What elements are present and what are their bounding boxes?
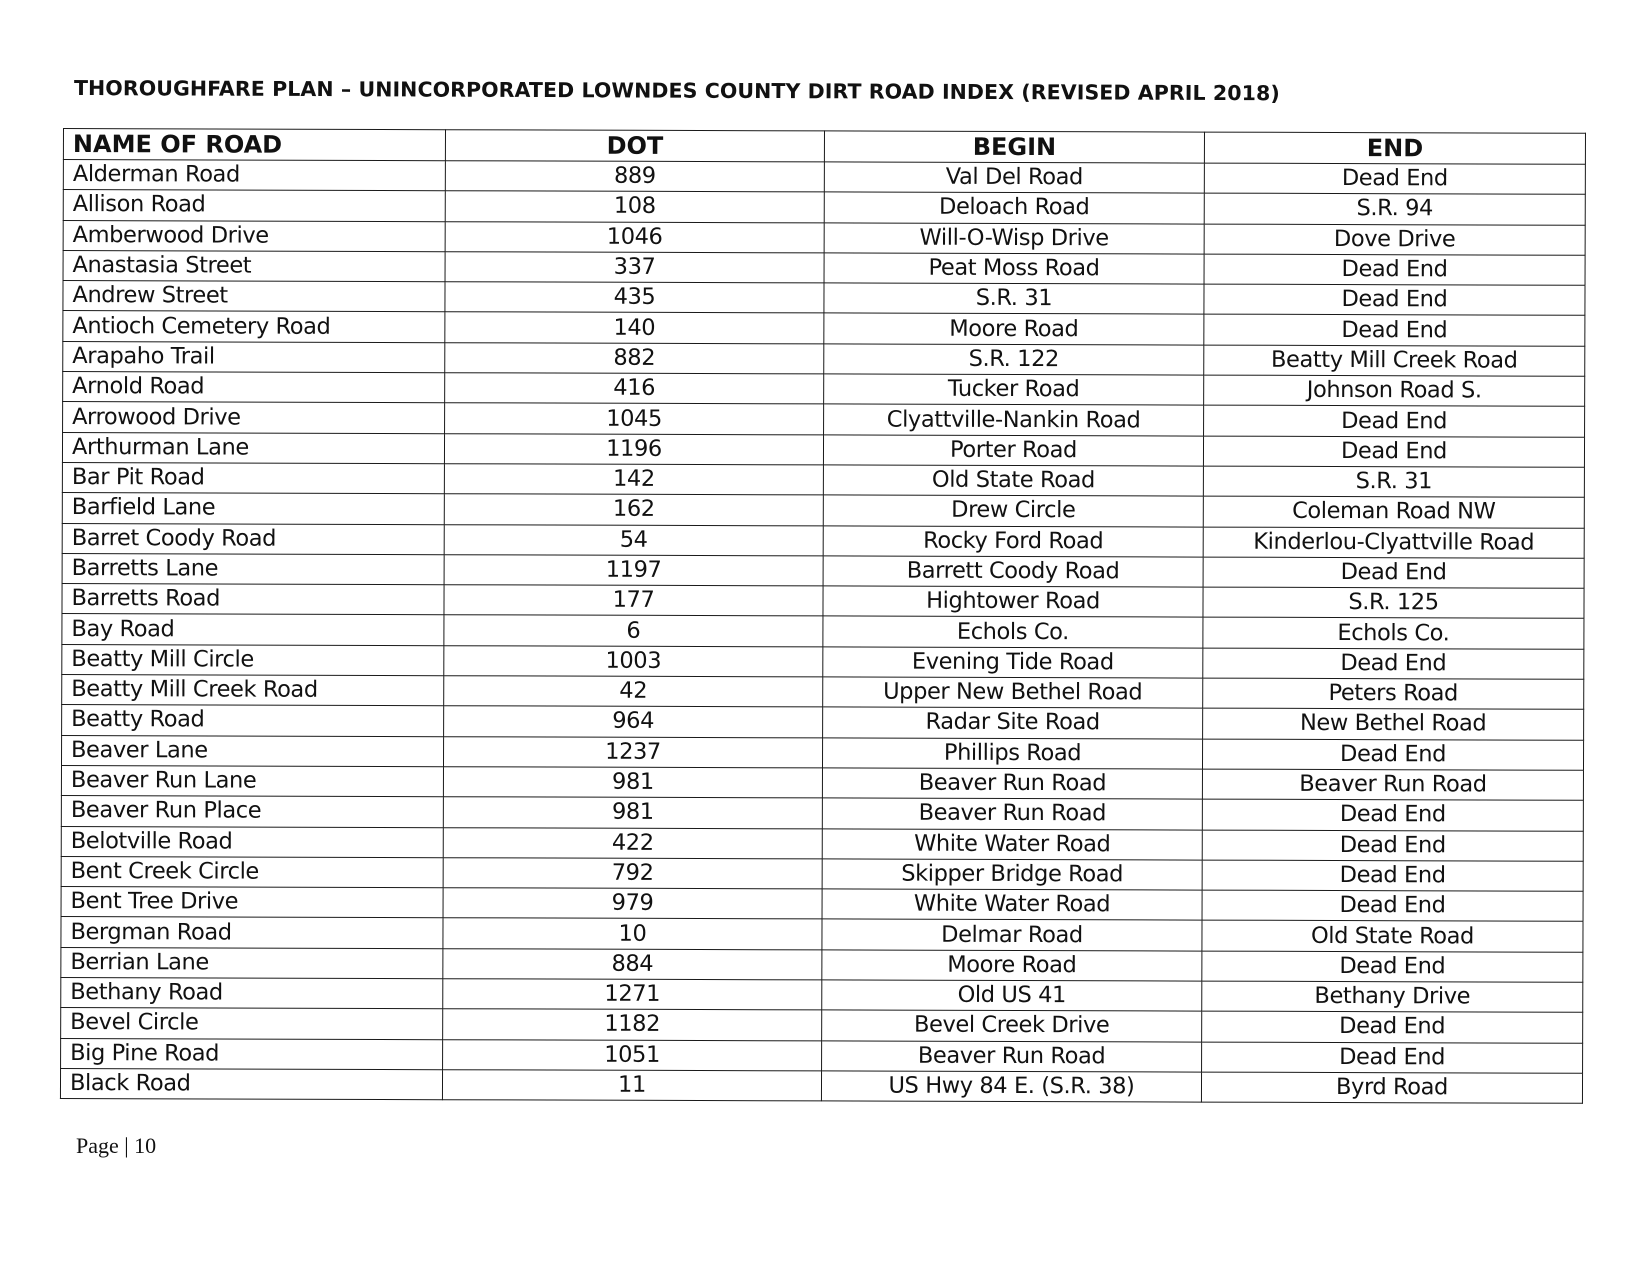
cell-begin: Will-O-Wisp Drive — [824, 222, 1204, 253]
cell-road-name: Barret Coody Road — [62, 523, 444, 554]
cell-road-name: Beaver Run Place — [61, 796, 443, 827]
cell-end: Dead End — [1202, 860, 1583, 891]
cell-end: Kinderlou-Clyattville Road — [1203, 527, 1584, 558]
cell-begin: Beaver Run Road — [822, 768, 1202, 799]
cell-end: Dead End — [1204, 284, 1585, 315]
cell-dot-number: 177 — [444, 585, 823, 616]
cell-end: Dove Drive — [1204, 224, 1585, 255]
table-row — [63, 190, 1585, 225]
cell-end: Johnson Road S. — [1204, 375, 1585, 406]
cell-road-name: Beatty Road — [62, 705, 444, 736]
table-row — [61, 796, 1583, 831]
table-row — [62, 432, 1584, 467]
cell-road-name: Barretts Lane — [62, 553, 444, 584]
cell-road-name: Beaver Run Lane — [61, 765, 443, 796]
cell-dot-number: 10 — [443, 918, 822, 949]
cell-begin: Hightower Road — [823, 586, 1203, 617]
cell-begin: Porter Road — [823, 435, 1203, 466]
cell-begin: Bevel Creek Drive — [822, 1010, 1202, 1041]
cell-end: Dead End — [1202, 830, 1583, 861]
cell-dot-number: 6 — [444, 615, 823, 646]
cell-road-name: Bergman Road — [61, 917, 443, 948]
table-row — [61, 735, 1583, 770]
cell-road-name: Black Road — [60, 1068, 442, 1099]
cell-dot-number: 11 — [442, 1070, 821, 1101]
table-row — [62, 644, 1584, 679]
cell-begin: Phillips Road — [822, 738, 1202, 769]
cell-end: Byrd Road — [1201, 1072, 1582, 1103]
cell-road-name: Arnold Road — [63, 372, 445, 403]
cell-begin: Rocky Ford Road — [823, 525, 1203, 556]
cell-dot-number: 889 — [445, 161, 824, 192]
cell-end: Bethany Drive — [1202, 981, 1583, 1012]
cell-dot-number: 792 — [443, 858, 822, 889]
cell-road-name: Bent Tree Drive — [61, 887, 443, 918]
cell-end: Dead End — [1204, 405, 1585, 436]
cell-begin: Old US 41 — [822, 980, 1202, 1011]
road-index-table — [60, 128, 1586, 1104]
document-title: THOROUGHFARE PLAN – UNINCORPORATED LOWNDES COUNTY DIRT ROAD INDEX (REVISED APRIL 2018) — [73, 76, 1280, 106]
cell-road-name: Arapaho Trail — [63, 341, 445, 372]
cell-end: Dead End — [1203, 648, 1584, 679]
cell-dot-number: 108 — [445, 191, 824, 222]
cell-begin: Drew Circle — [823, 495, 1203, 526]
cell-begin: Beaver Run Road — [822, 798, 1202, 829]
cell-dot-number: 422 — [443, 827, 822, 858]
cell-begin: Evening Tide Road — [823, 647, 1203, 678]
table-row — [61, 765, 1583, 800]
cell-begin: S.R. 122 — [824, 344, 1204, 375]
cell-dot-number: 882 — [445, 342, 824, 373]
cell-dot-number: 337 — [445, 252, 824, 283]
cell-road-name: Arrowood Drive — [63, 402, 445, 433]
cell-begin: White Water Road — [822, 889, 1202, 920]
table-row — [61, 917, 1583, 952]
cell-begin: Clyattville-Nankin Road — [824, 404, 1204, 435]
cell-dot-number: 1196 — [444, 433, 823, 464]
table-row — [62, 523, 1584, 558]
cell-road-name: Bethany Road — [61, 978, 443, 1009]
cell-end: Dead End — [1204, 254, 1585, 285]
table-row — [62, 462, 1584, 497]
cell-end: Dead End — [1203, 557, 1584, 588]
table-row — [61, 856, 1583, 891]
cell-begin: White Water Road — [822, 828, 1202, 859]
cell-end: Coleman Road NW — [1203, 496, 1584, 527]
cell-begin: Val Del Road — [824, 162, 1204, 193]
cell-end: Dead End — [1203, 436, 1584, 467]
cell-end: Dead End — [1202, 799, 1583, 830]
cell-dot-number: 884 — [443, 948, 822, 979]
header-name-of-road: NAME OF ROAD — [63, 129, 445, 161]
cell-begin: Tucker Road — [824, 374, 1204, 405]
table-row — [61, 1008, 1583, 1043]
table-row — [62, 675, 1584, 710]
cell-end: Echols Co. — [1203, 618, 1584, 649]
cell-dot-number: 1045 — [445, 403, 824, 434]
cell-end: Dead End — [1202, 951, 1583, 982]
table-header-row — [63, 129, 1585, 165]
cell-dot-number: 140 — [445, 312, 824, 343]
cell-end: Dead End — [1204, 315, 1585, 346]
cell-dot-number: 981 — [443, 767, 822, 798]
cell-dot-number: 1003 — [444, 645, 823, 676]
cell-begin: Skipper Bridge Road — [822, 859, 1202, 890]
cell-road-name: Beaver Lane — [61, 735, 443, 766]
cell-road-name: Amberwood Drive — [63, 220, 445, 251]
table-row — [63, 220, 1585, 255]
cell-road-name: Berrian Lane — [61, 947, 443, 978]
table-row — [61, 1038, 1583, 1073]
cell-end: Beatty Mill Creek Road — [1204, 345, 1585, 376]
cell-dot-number: 1237 — [443, 736, 822, 767]
table-row — [61, 978, 1583, 1013]
table-row — [63, 250, 1585, 285]
cell-dot-number: 1197 — [444, 555, 823, 586]
cell-end: Old State Road — [1202, 921, 1583, 952]
cell-dot-number: 1051 — [443, 1039, 822, 1070]
table-row — [60, 1068, 1582, 1103]
table-row — [61, 947, 1583, 982]
cell-end: New Bethel Road — [1203, 708, 1584, 739]
cell-dot-number: 981 — [443, 797, 822, 828]
cell-end: Beaver Run Road — [1202, 769, 1583, 800]
cell-road-name: Arthurman Lane — [62, 432, 444, 463]
table-row — [61, 887, 1583, 922]
header-end: END — [1204, 132, 1585, 164]
cell-dot-number: 142 — [444, 464, 823, 495]
table-row — [63, 281, 1585, 316]
cell-begin: Echols Co. — [823, 616, 1203, 647]
cell-road-name: Barretts Road — [62, 584, 444, 615]
cell-dot-number: 979 — [443, 888, 822, 919]
cell-road-name: Anastasia Street — [63, 250, 445, 281]
cell-begin: Upper New Bethel Road — [823, 677, 1203, 708]
cell-dot-number: 42 — [444, 676, 823, 707]
cell-begin: S.R. 31 — [824, 283, 1204, 314]
cell-begin: Old State Road — [823, 465, 1203, 496]
cell-road-name: Beatty Mill Creek Road — [62, 675, 444, 706]
cell-dot-number: 162 — [444, 494, 823, 525]
cell-end: Dead End — [1202, 739, 1583, 770]
cell-end: Dead End — [1204, 163, 1585, 194]
cell-road-name: Belotville Road — [61, 826, 443, 857]
cell-end: S.R. 31 — [1203, 466, 1584, 497]
table-row — [62, 614, 1584, 649]
cell-end: S.R. 94 — [1204, 193, 1585, 224]
page-number-footer: Page | 10 — [76, 1133, 157, 1158]
road-index-table-container — [60, 128, 1585, 1104]
cell-road-name: Barfield Lane — [62, 493, 444, 524]
table-row — [62, 553, 1584, 588]
cell-end: Peters Road — [1203, 678, 1584, 709]
table-row — [63, 402, 1585, 437]
cell-begin: Moore Road — [822, 950, 1202, 981]
cell-dot-number: 54 — [444, 524, 823, 555]
cell-road-name: Big Pine Road — [61, 1038, 443, 1069]
header-dot: DOT — [445, 130, 824, 162]
cell-begin: Peat Moss Road — [824, 253, 1204, 284]
cell-dot-number: 435 — [445, 282, 824, 313]
cell-road-name: Allison Road — [63, 190, 445, 221]
table-row — [63, 311, 1585, 346]
cell-road-name: Bent Creek Circle — [61, 856, 443, 887]
header-begin: BEGIN — [824, 131, 1204, 163]
table-row — [62, 584, 1584, 619]
table-row — [62, 493, 1584, 528]
cell-begin: Moore Road — [824, 313, 1204, 344]
cell-road-name: Bay Road — [62, 614, 444, 645]
cell-road-name: Andrew Street — [63, 281, 445, 312]
cell-end: Dead End — [1202, 890, 1583, 921]
cell-end: Dead End — [1202, 1011, 1583, 1042]
table-row — [63, 341, 1585, 376]
cell-begin: Radar Site Road — [823, 707, 1203, 738]
cell-begin: Barrett Coody Road — [823, 556, 1203, 587]
cell-begin: Beaver Run Road — [822, 1040, 1202, 1071]
cell-begin: Delmar Road — [822, 919, 1202, 950]
cell-road-name: Alderman Road — [63, 160, 445, 191]
cell-road-name: Antioch Cemetery Road — [63, 311, 445, 342]
cell-dot-number: 1046 — [445, 221, 824, 252]
table-body — [60, 160, 1585, 1104]
cell-begin: US Hwy 84 E. (S.R. 38) — [821, 1071, 1201, 1102]
cell-dot-number: 1271 — [443, 979, 822, 1010]
table-row — [62, 705, 1584, 740]
cell-dot-number: 1182 — [443, 1009, 822, 1040]
table-row — [61, 826, 1583, 861]
cell-road-name: Beatty Mill Circle — [62, 644, 444, 675]
cell-road-name: Bar Pit Road — [62, 462, 444, 493]
cell-end: S.R. 125 — [1203, 587, 1584, 618]
cell-end: Dead End — [1202, 1042, 1583, 1073]
cell-road-name: Bevel Circle — [61, 1008, 443, 1039]
cell-dot-number: 416 — [445, 373, 824, 404]
table-row — [63, 372, 1585, 407]
cell-begin: Deloach Road — [824, 192, 1204, 223]
cell-dot-number: 964 — [444, 706, 823, 737]
table-row — [63, 160, 1585, 195]
